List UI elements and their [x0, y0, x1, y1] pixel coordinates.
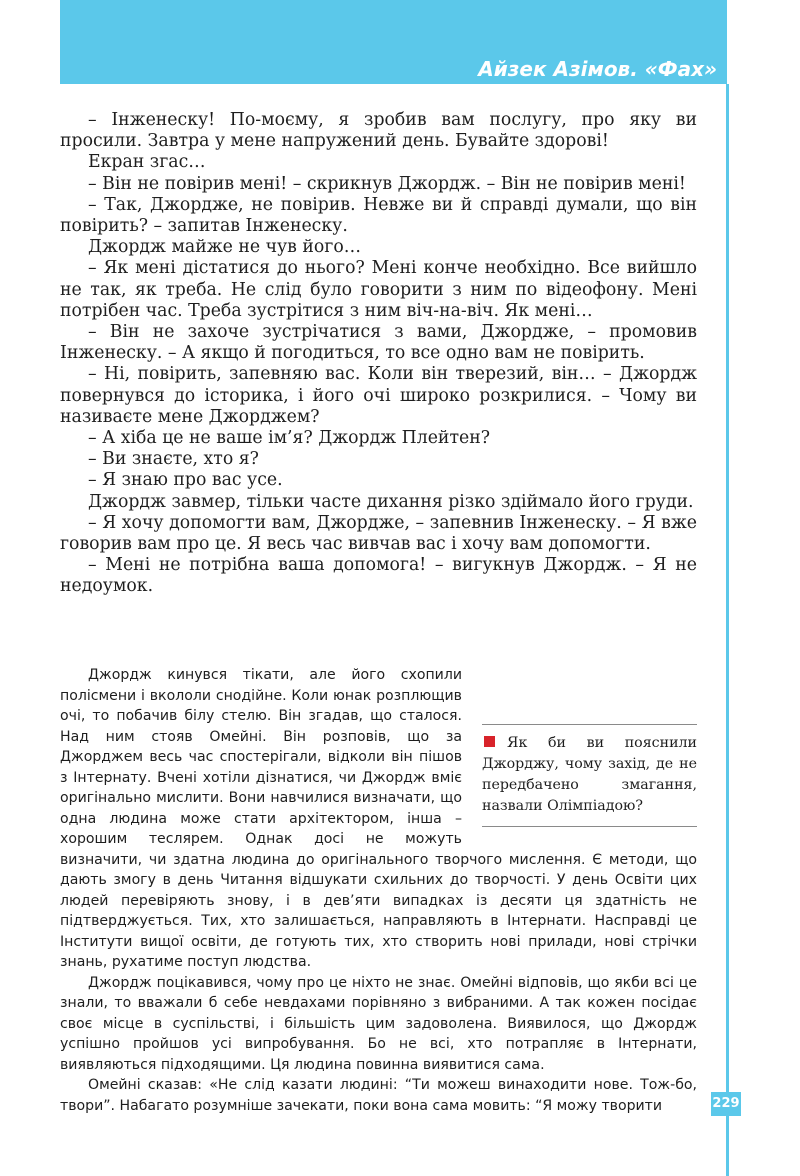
dialogue-paragraph: – Він не повірив мені! – скрикнув Джордж. – Він не повірив мені! — [88, 173, 686, 194]
sidebar-question-box — [482, 724, 697, 827]
dialogue-paragraph: Екран згас… — [88, 152, 206, 173]
dialogue-paragraph: Джордж майже не чув його… — [88, 237, 362, 258]
dialogue-paragraph: – Я знаю про вас усе. — [88, 470, 283, 491]
square-bullet-icon — [484, 736, 495, 747]
dialogue-paragraph: – Він не захоче зустрічатися з вами, Джордже, – промовив Інженеску. – А якщо й погодиться, то все одно вам не повірить. — [60, 322, 697, 364]
dialogue-paragraph: – А хіба це не ваше ім’я? Джордж Плейтен? — [88, 428, 491, 449]
running-header-title: Айзек Азімов. «Фах» — [478, 57, 717, 81]
header-band — [60, 0, 727, 84]
dialogue-section — [60, 110, 697, 598]
dialogue-paragraph: – Мені не потрібна ваша допомога! – вигукнув Джордж. – Я не недоумок. — [60, 555, 697, 597]
sidebar-question-text: Як би ви пояснили Джорджу, чому захід, де не передбачено змагання, назвали Олімпіадою? — [482, 735, 697, 814]
narrative-section — [60, 665, 697, 1116]
dialogue-paragraph: – Як мені дістатися до нього? Мені конче необхідно. Все вийшло не так, як треба. Не слід було говорити з ним по відеофону. Мені потрібен час. Треба зустрітися з ним віч-на-віч. Як мені… — [60, 258, 697, 321]
narrative-paragraph: Джордж поцікавився, чому про це ніхто не знає. Омейні відповів, що якби всі це знали, то вважали б себе невдахами порівняно з вибраними. А так кожен посідає своє місце в суспільстві, і більшість цим задоволена. Виявилося, що Джордж успішно пройшов усі випробування. Бо не всі, хто потрапляє в Інтернати, виявляються підходящими. Ця людина повинна виявитися сама. — [60, 974, 697, 1073]
page-number: 229 — [711, 1092, 741, 1116]
dialogue-paragraph: Джордж завмер, тільки часте дихання різко здіймало його груди. — [88, 491, 694, 512]
dialogue-paragraph: – Я хочу допомогти вам, Джордже, – запевнив Інженеску. – Я вже говорив вам про це. Я весь час вивчав вас і хочу вам допомогти. — [60, 512, 697, 555]
dialogue-paragraph: – Ні, повірить, запевняю вас. Коли він тверезий, він… – Джордж повернувся до історика, і його очі широко розкрилися. – Чому ви називаєте мене Джорджем? — [60, 364, 697, 427]
dialogue-paragraph: – Так, Джордже, не повірив. Невже ви й справді думали, що він повірить? – запитав Інженеску. — [60, 194, 697, 237]
narrative-paragraph: Омейні сказав: «Не слід казати людині: “Ти можеш винаходити нове. Тож-бо, твори”. Набагато розумніше зачекати, поки вона сама мовить: “Я можу творити — [60, 1077, 697, 1114]
dialogue-paragraph: – Інженеску! По-моєму, я зробив вам послугу, про яку ви просили. Завтра у мене напружений день. Бувайте здорові! — [60, 110, 697, 152]
dialogue-paragraph: – Ви знаєте, хто я? — [88, 449, 259, 470]
margin-rule — [726, 84, 729, 1176]
narrative-paragraph: Джордж кинувся тікати, але його схопили полісмени і вкололи снодійне. Коли юнак розплющив очі, то побачив білу стелю. Він згадав, що сталося. Над ним стояв Омейні. Він розповів, що за Джорджем весь час спостерігали, відколи він пішов з Інтернату. Вчені хотіли дізнатися, чи Джордж вміє оригінально мислити. Вони навчилися визначати, що одна людина може стати архітектором, інша – хорошим теслярем. Однак досі не можуть визначити, чи здатна людина до оригінального творчого мислення. Є методи, що дають змогу в день Читання відшукати схильних до творчості. У день Освіти цих людей перевіряють знову, і в дев’яти випадках із десяти ця здатність не підтверджується. Тих, хто залишається, направляють в Інтернати. Насправді це Інститути вищої освіти, де готують тих, хто створить нові прилади, нові стрічки знань, рухатиме поступ людства. — [60, 667, 697, 970]
